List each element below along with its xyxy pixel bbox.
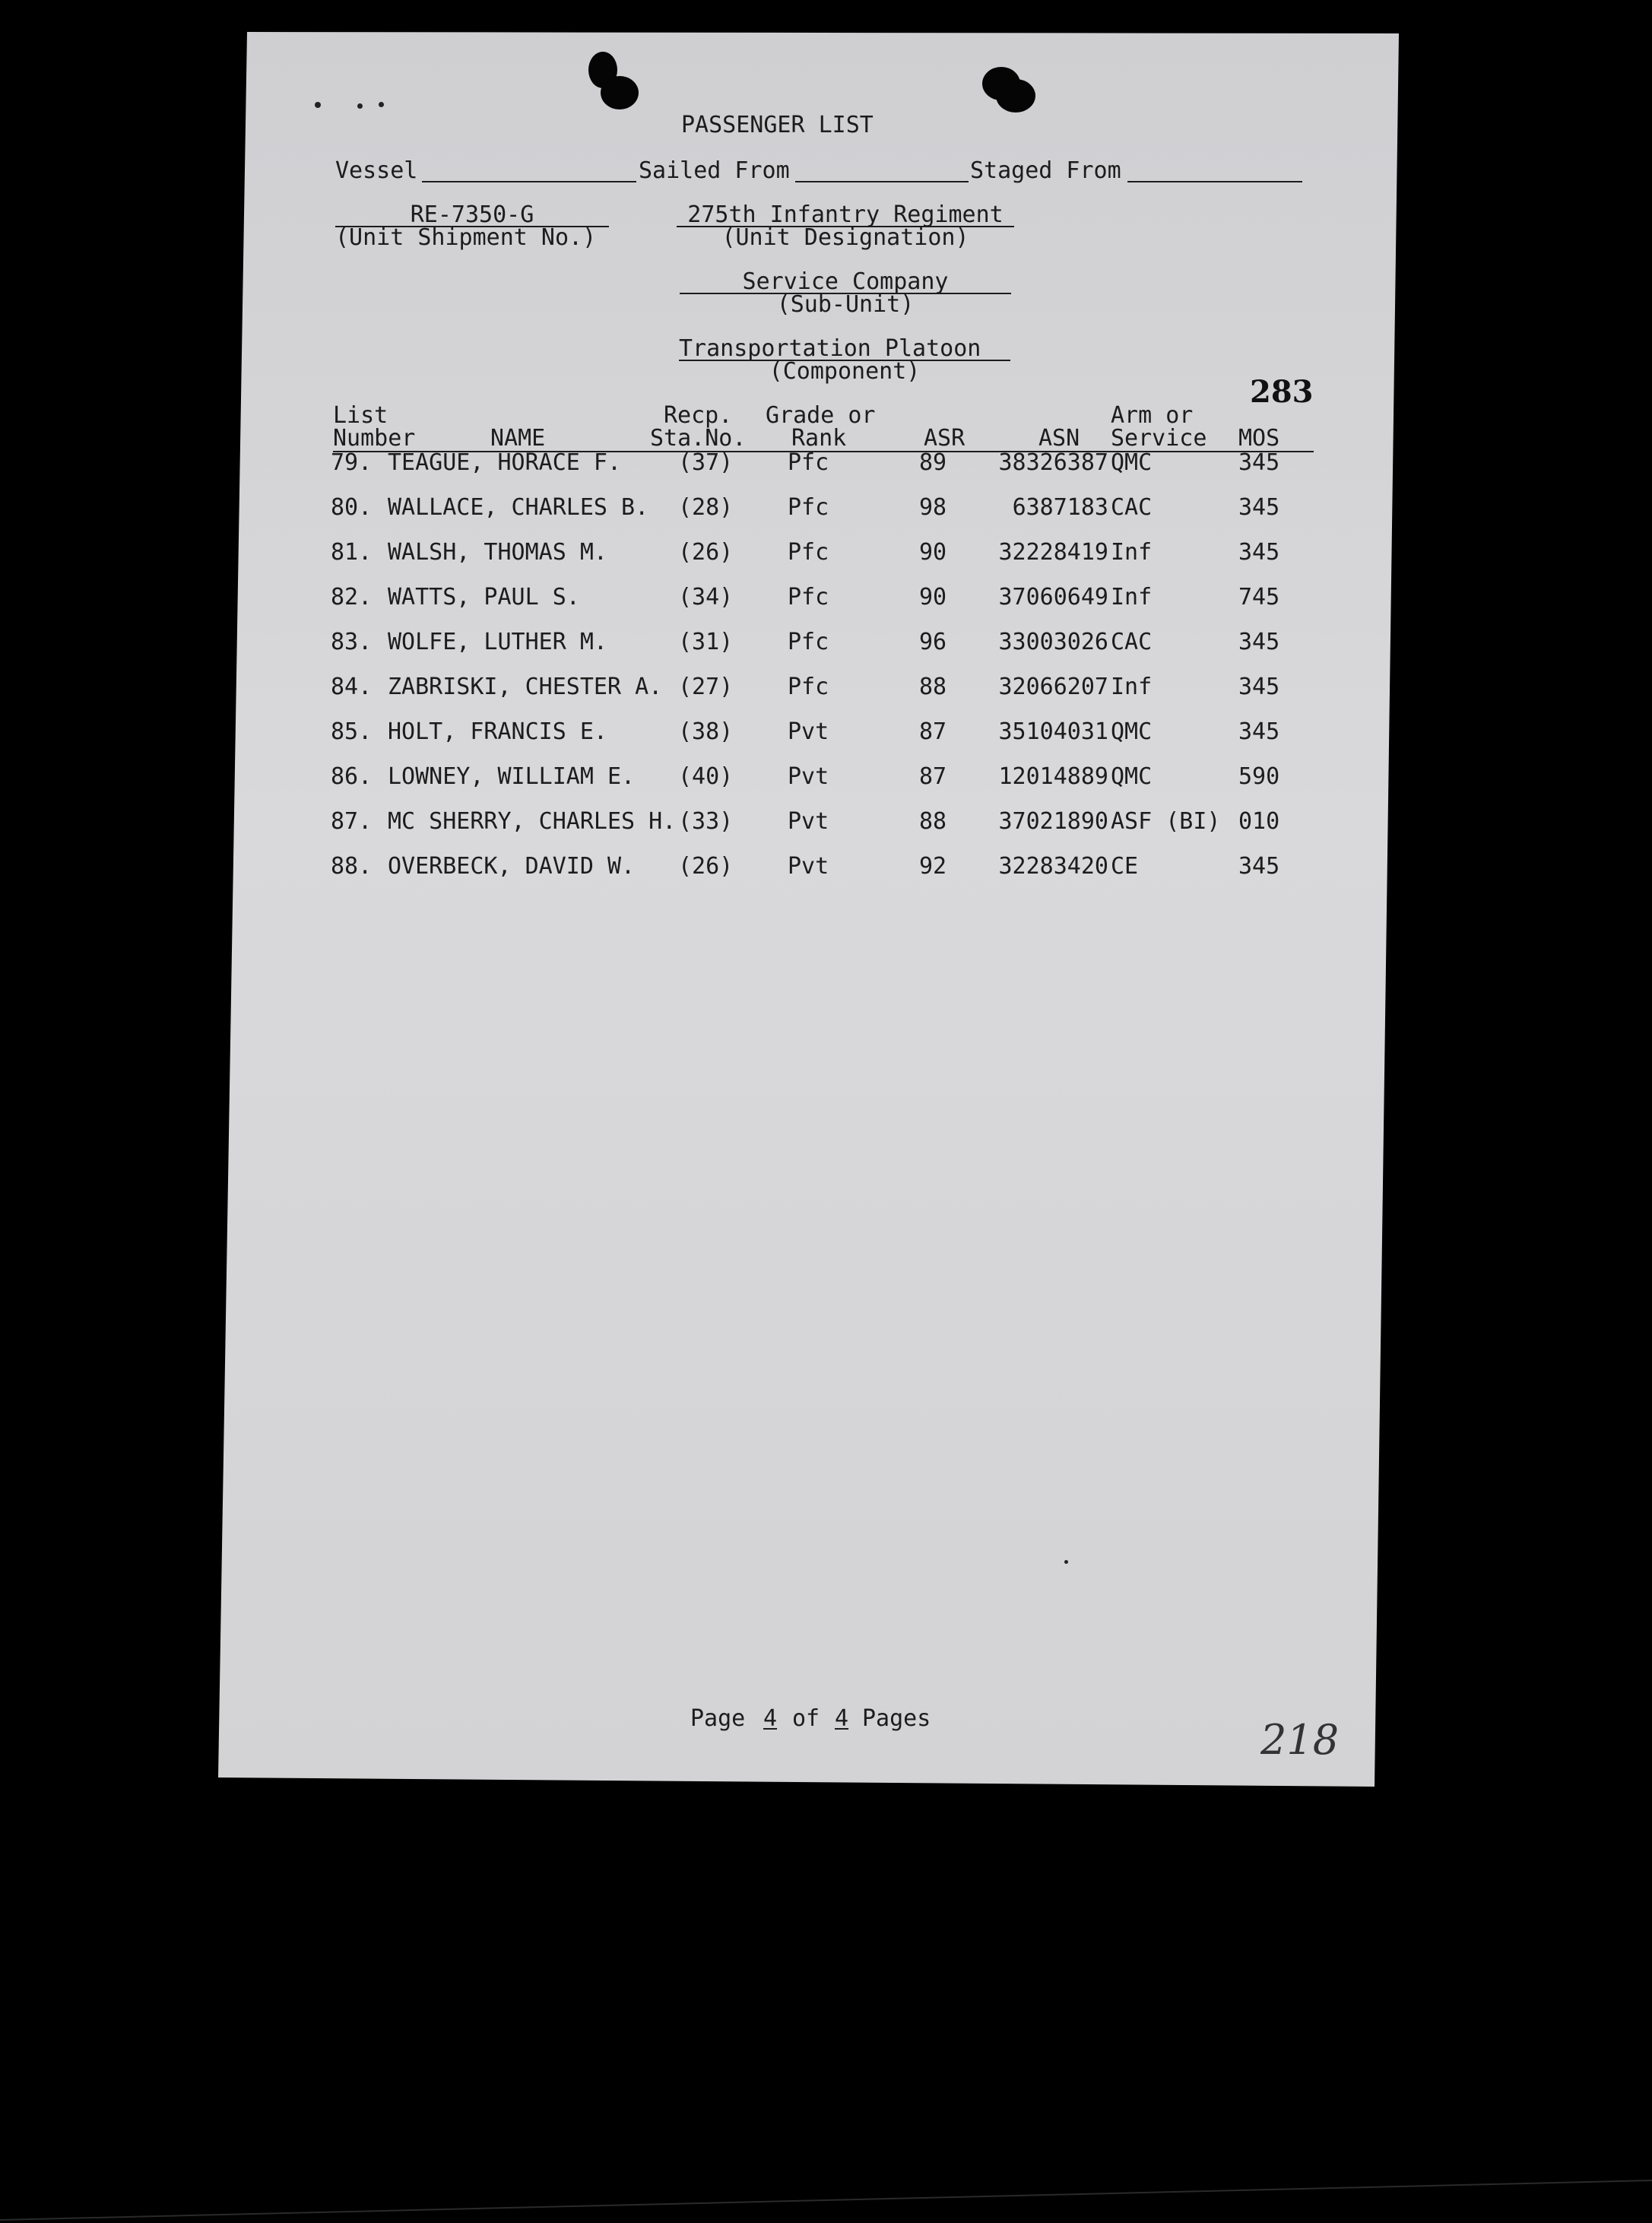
- component: Transportation Platoon: [679, 335, 981, 362]
- cell-grade-rank: Pfc: [788, 539, 829, 566]
- cell-name: WALLACE, CHARLES B.: [388, 494, 649, 521]
- header-grade: Grade or: [766, 402, 876, 429]
- sailed-from-label: Sailed From: [639, 157, 790, 184]
- header-list-number: List: [333, 402, 388, 429]
- cell-arm-service: CAC: [1111, 494, 1153, 521]
- table-row: [0, 855, 1652, 886]
- header-sta-no: Sta.No.: [650, 425, 747, 452]
- staged-from-label: Staged From: [970, 157, 1121, 184]
- table-row: [0, 810, 1652, 841]
- cell-arm-service: ASF (BI): [1111, 808, 1221, 835]
- cell-asn: 32066207: [998, 674, 1108, 700]
- header-name: NAME: [490, 425, 546, 452]
- cell-grade-rank: Pfc: [788, 584, 829, 610]
- sub-unit: Service Company: [742, 268, 949, 295]
- unit-designation: 275th Infantry Regiment: [687, 201, 1004, 228]
- unit-shipment-number: RE-7350-G: [410, 201, 534, 228]
- cell-recp-sta-no: (31): [678, 629, 734, 655]
- header-list-number-2: Number: [333, 425, 416, 452]
- table-row: [0, 586, 1652, 617]
- table-row: [0, 763, 1652, 796]
- cell-grade-rank: Pvt: [788, 808, 829, 835]
- cell-list-number: 88.: [331, 853, 373, 880]
- cell-arm-service: QMC: [1111, 449, 1153, 476]
- footer-page-number: 4: [763, 1705, 778, 1732]
- cell-mos: 590: [1238, 763, 1280, 790]
- cell-arm-service: CAC: [1111, 629, 1153, 655]
- cell-list-number: 80.: [331, 494, 373, 521]
- cell-recp-sta-no: (26): [678, 853, 734, 880]
- cell-asn: 32283420: [998, 853, 1108, 880]
- cell-name: WOLFE, LUTHER M.: [388, 629, 607, 655]
- punch-hole-right-lower: [996, 79, 1035, 113]
- header-recp: Recp.: [664, 402, 733, 429]
- staged-from-blank: [1127, 181, 1302, 182]
- cell-asn: 38326387: [998, 449, 1108, 476]
- cell-list-number: 85.: [331, 718, 373, 745]
- cell-mos: 345: [1238, 494, 1280, 521]
- cell-asn: 32228419: [998, 539, 1108, 566]
- sub-unit-caption: (Sub-Unit): [776, 291, 915, 318]
- footer-page-prefix: Page: [690, 1705, 746, 1732]
- speck: [1064, 1560, 1068, 1564]
- cell-mos: 345: [1238, 853, 1280, 880]
- cell-mos: 345: [1238, 449, 1280, 476]
- cell-asr: 90: [919, 539, 947, 566]
- header-mos: MOS: [1238, 425, 1280, 452]
- cell-recp-sta-no: (26): [678, 539, 734, 566]
- header-asr: ASR: [924, 425, 966, 452]
- sailed-from-blank: [795, 181, 969, 182]
- cell-recp-sta-no: (34): [678, 584, 734, 610]
- cell-asr: 92: [919, 853, 947, 880]
- cell-name: MC SHERRY, CHARLES H.: [388, 808, 677, 835]
- unit-designation-caption: (Unit Designation): [721, 224, 969, 251]
- cell-asn: 12014889: [998, 763, 1108, 790]
- speck: [315, 102, 321, 108]
- cell-name: LOWNEY, WILLIAM E.: [388, 763, 636, 790]
- component-caption: (Component): [769, 358, 921, 385]
- cell-recp-sta-no: (28): [678, 494, 734, 521]
- cell-asr: 96: [919, 629, 947, 655]
- header-asn: ASN: [1038, 425, 1080, 452]
- cell-grade-rank: Pvt: [788, 853, 829, 880]
- cell-list-number: 86.: [331, 763, 373, 790]
- cell-name: ZABRISKI, CHESTER A.: [388, 674, 663, 700]
- cell-list-number: 82.: [331, 584, 373, 610]
- cell-arm-service: Inf: [1111, 539, 1153, 566]
- cell-mos: 345: [1238, 674, 1280, 700]
- cell-grade-rank: Pvt: [788, 718, 829, 745]
- document-title: PASSENGER LIST: [681, 112, 874, 138]
- cell-grade-rank: Pfc: [788, 674, 829, 700]
- speck: [357, 103, 363, 109]
- footer-of: of: [792, 1705, 820, 1732]
- cell-arm-service: CE: [1111, 853, 1139, 880]
- unit-shipment-caption: (Unit Shipment No.): [335, 224, 597, 251]
- table-row: [0, 676, 1652, 706]
- table-row: [0, 449, 1652, 482]
- cell-list-number: 84.: [331, 674, 373, 700]
- cell-asr: 89: [919, 449, 947, 476]
- cell-mos: 745: [1238, 584, 1280, 610]
- cell-mos: 345: [1238, 718, 1280, 745]
- cell-asn: 35104031: [998, 718, 1108, 745]
- cell-grade-rank: Pvt: [788, 763, 829, 790]
- cell-grade-rank: Pfc: [788, 629, 829, 655]
- cell-recp-sta-no: (33): [678, 808, 734, 835]
- cell-asr: 87: [919, 718, 947, 745]
- cell-recp-sta-no: (40): [678, 763, 734, 790]
- cell-list-number: 79.: [331, 449, 373, 476]
- cell-arm-service: Inf: [1111, 674, 1153, 700]
- cell-mos: 345: [1238, 629, 1280, 655]
- cell-asn: 37060649: [998, 584, 1108, 610]
- speck: [379, 102, 384, 107]
- cell-name: HOLT, FRANCIS E.: [388, 718, 607, 745]
- cell-asn: 37021890: [998, 808, 1108, 835]
- cell-arm-service: QMC: [1111, 763, 1153, 790]
- footer-page-total: 4: [835, 1705, 849, 1732]
- cell-asr: 88: [919, 808, 947, 835]
- vessel-label: Vessel: [335, 157, 418, 184]
- punch-hole-left-lower: [601, 76, 639, 109]
- cell-asr: 88: [919, 674, 947, 700]
- cell-asn: 33003026: [998, 629, 1108, 655]
- table-row: [0, 541, 1652, 572]
- cell-grade-rank: Pfc: [788, 449, 829, 476]
- stamped-number: 283: [1250, 374, 1314, 410]
- handwritten-number: 218: [1260, 1716, 1340, 1764]
- cell-recp-sta-no: (37): [678, 449, 734, 476]
- cell-name: WATTS, PAUL S.: [388, 584, 580, 610]
- table-row: [0, 631, 1652, 661]
- cell-grade-rank: Pfc: [788, 494, 829, 521]
- cell-name: OVERBECK, DAVID W.: [388, 853, 636, 880]
- header-arm: Arm or: [1111, 402, 1194, 429]
- cell-asr: 98: [919, 494, 947, 521]
- cell-arm-service: QMC: [1111, 718, 1153, 745]
- cell-recp-sta-no: (27): [678, 674, 734, 700]
- cell-name: TEAGUE, HORACE F.: [388, 449, 622, 476]
- header-rank: Rank: [791, 425, 847, 452]
- cell-list-number: 81.: [331, 539, 373, 566]
- table-row: [0, 496, 1652, 527]
- cell-asr: 87: [919, 763, 947, 790]
- cell-list-number: 87.: [331, 808, 373, 835]
- cell-list-number: 83.: [331, 629, 373, 655]
- header-service: Service: [1111, 425, 1207, 452]
- cell-arm-service: Inf: [1111, 584, 1153, 610]
- cell-name: WALSH, THOMAS M.: [388, 539, 607, 566]
- cell-mos: 345: [1238, 539, 1280, 566]
- cell-mos: 010: [1238, 808, 1280, 835]
- cell-asr: 90: [919, 584, 947, 610]
- vessel-blank: [422, 181, 636, 182]
- table-row: [0, 718, 1652, 751]
- cell-asn: 6387183: [1012, 494, 1108, 521]
- cell-recp-sta-no: (38): [678, 718, 734, 745]
- footer-pages-suffix: Pages: [862, 1705, 931, 1732]
